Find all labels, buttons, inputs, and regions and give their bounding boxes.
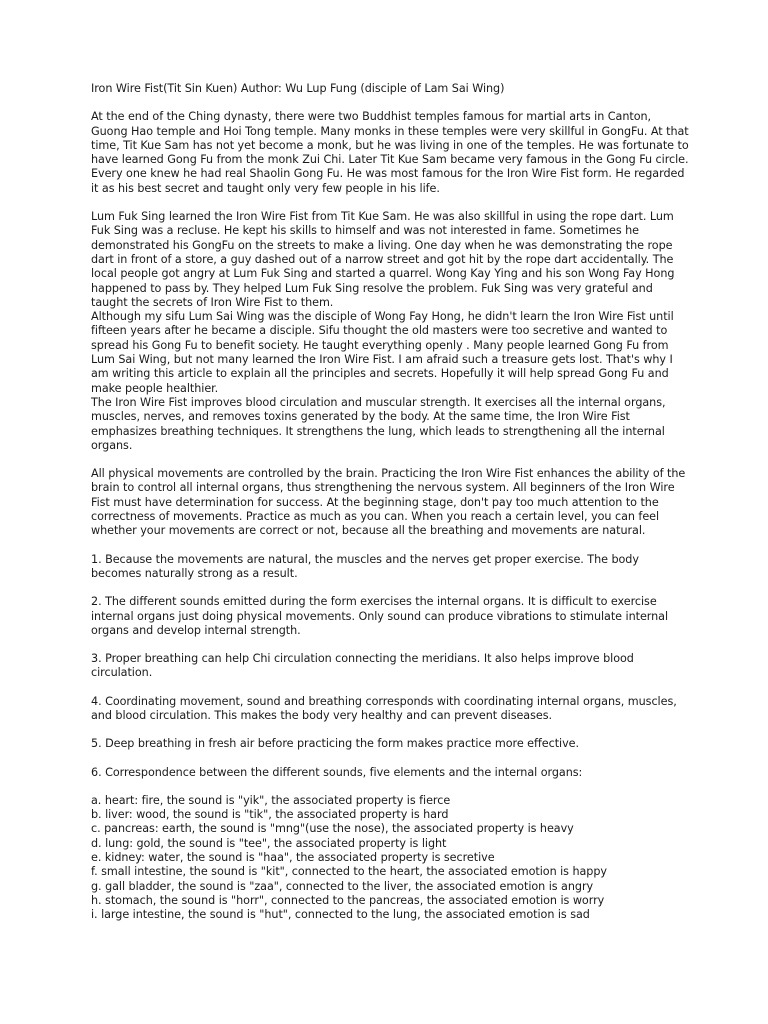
organ-sound-list bbox=[91, 794, 691, 923]
point-5: 5. Deep breathing in fresh air before practicing the form makes practice more effective. bbox=[91, 737, 580, 751]
point-2: 2. The different sounds emitted during the form exercises the internal organs. It is difficult to exercise internal organs just doing physical movements. Only sound can produce vibrations to stimulate internal organs and develop internal strength. bbox=[91, 595, 669, 637]
paragraph-benefits: The Iron Wire Fist improves blood circulation and muscular strength. It exercises all the internal organs, muscles, nerves, and removes toxins generated by the body. At the same time, the Iron Wire Fist emphasizes breathing techniques. It strengthens the lung, which leads to strengthening all the internal organs. bbox=[91, 395, 666, 452]
list-item: h. stomach, the sound is "horr", connected to the pancreas, the associated emotion is worry bbox=[91, 893, 605, 907]
paragraph-gap bbox=[91, 723, 691, 737]
list-item: a. heart: fire, the sound is "yik", the associated property is fierce bbox=[91, 793, 451, 807]
paragraph-brain: All physical movements are controlled by the brain. Practicing the Iron Wire Fist enhances the ability of the brain to control all internal organs, thus strengthening the nervous system. All beginners of the Iron Wire Fist must have determination for success. At the beginning stage, don't pay too much attention to the correctness of movements. Practice as much as you can. When you reach a certain level, you can feel whether your movements are correct or not, because all the breathing and movements are natural. bbox=[91, 467, 686, 538]
point-6: 6. Correspondence between the different sounds, five elements and the internal organs: bbox=[91, 765, 583, 779]
paragraph-gap bbox=[91, 581, 691, 595]
paragraph-gap bbox=[91, 453, 691, 467]
list-item: d. lung: gold, the sound is "tee", the associated property is light bbox=[91, 836, 447, 850]
list-item: i. large intestine, the sound is "hut", connected to the lung, the associated emotion is sad bbox=[91, 908, 590, 922]
paragraph-gap bbox=[91, 681, 691, 695]
list-item: e. kidney: water, the sound is "haa", the associated property is secretive bbox=[91, 851, 495, 865]
paragraph-history: At the end of the Ching dynasty, there were two Buddhist temples famous for martial arts in Canton, Guong Hao temple and Hoi Tong temple. Many monks in these temples were very skillful in GongFu. At that time, Tit Kue Sam has not yet become a monk, but he was living in one of the temples. He was fortunate to have learned Gong Fu from the monk Zui Chi. Later Tit Kue Sam became very famous in the Gong Fu circle. Every one knew he had real Shaolin Gong Fu. He was most famous for the Iron Wire Fist form. He regarded it as his best secret and taught only very few people in his life. bbox=[91, 110, 689, 195]
paragraph-gap bbox=[91, 196, 691, 210]
document-title: Iron Wire Fist(Tit Sin Kuen) Author: Wu Lup Fung (disciple of Lam Sai Wing) bbox=[91, 82, 505, 95]
paragraph-gap bbox=[91, 780, 691, 794]
list-item: f. small intestine, the sound is "kit", connected to the heart, the associated emotion is happy bbox=[91, 865, 607, 879]
point-3: 3. Proper breathing can help Chi circulation connecting the meridians. It also helps improve blood circulation. bbox=[91, 652, 634, 680]
list-item: b. liver: wood, the sound is "tik", the associated property is hard bbox=[91, 808, 449, 822]
list-item: g. gall bladder, the sound is "zaa", connected to the liver, the associated emotion is angry bbox=[91, 879, 594, 893]
document-page bbox=[91, 82, 691, 923]
point-4: 4. Coordinating movement, sound and breathing corresponds with coordinating internal organs, muscles, and blood circulation. This makes the body very healthy and can prevent diseases. bbox=[91, 694, 677, 722]
point-1: 1. Because the movements are natural, the muscles and the nerves get proper exercise. The body becomes naturally strong as a result. bbox=[91, 552, 639, 580]
paragraph-gap bbox=[91, 638, 691, 652]
list-item: c. pancreas: earth, the sound is "mng"(use the nose), the associated property is heavy bbox=[91, 822, 574, 836]
paragraph-gap bbox=[91, 539, 691, 553]
paragraph-gap bbox=[91, 752, 691, 766]
paragraph-lum-fuk-sing: Lum Fuk Sing learned the Iron Wire Fist from Tit Kue Sam. He was also skillful in using the rope dart. Lum Fuk Sing was a recluse. He kept his skills to himself and was not interested in fame. Sometimes he demonstrated his GongFu on the streets to make a living. One day when he was demonstrating the rope dart in front of a store, a guy dashed out of a narrow street and got hit by the rope dart accidentally. The local people got angry at Lum Fuk Sing and started a quarrel. Wong Kay Ying and his son Wong Fay Hong happened to pass by. They helped Lum Fuk Sing resolve the problem. Fuk Sing was very grateful and taught the secrets of Iron Wire Fist to them. bbox=[91, 210, 675, 309]
paragraph-lum-sai-wing: Although my sifu Lum Sai Wing was the disciple of Wong Fay Hong, he didn't learn the Iron Wire Fist until fifteen years after he became a disciple. Sifu thought the old masters were too secretive and wanted to spread his Gong Fu to benefit society. He taught everything openly . Many people learned Gong Fu from Lum Sai Wing, but not many learned the Iron Wire Fist. I am afraid such a treasure gets lost. That's why I am writing this article to explain all the principles and secrets. Hopefully it will help spread Gong Fu and make people healthier. bbox=[91, 310, 674, 395]
